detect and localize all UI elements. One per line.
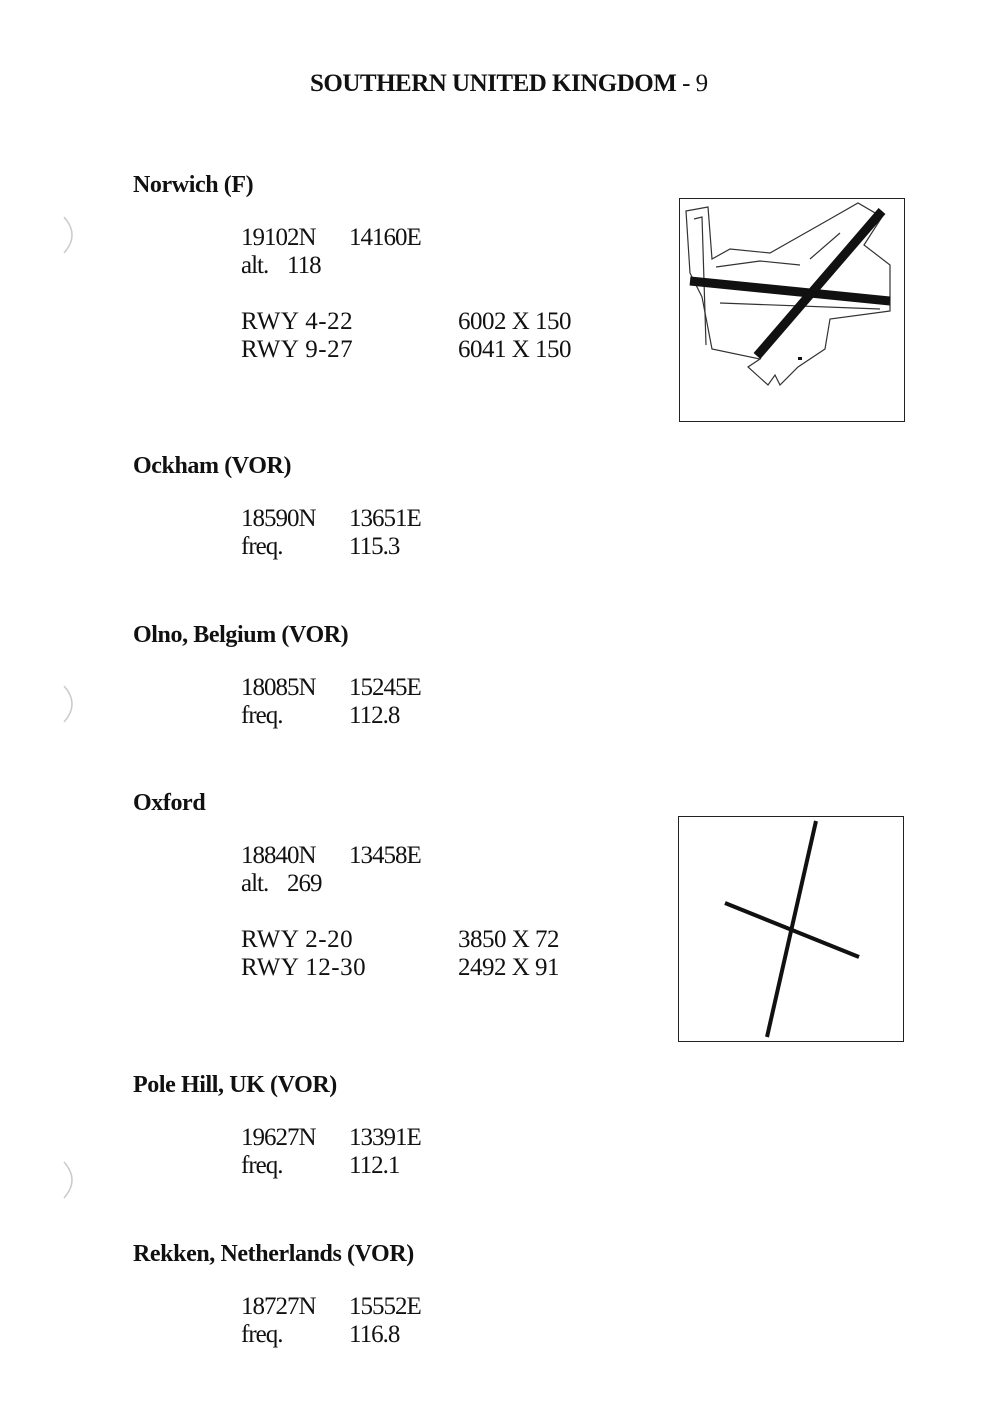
entry-title: Rekken, Netherlands (VOR) — [133, 1241, 414, 1267]
longitude: 13651E — [349, 505, 421, 532]
entry-title: Oxford — [133, 790, 206, 816]
latitude: 18840N — [241, 842, 316, 869]
entry-oxford — [133, 788, 560, 981]
frequency-label: freq. — [241, 1321, 283, 1348]
frequency-label: freq. — [241, 702, 283, 729]
runway-dimensions: 6041 X 150 — [458, 336, 572, 363]
frequency-value: 112.1 — [349, 1152, 400, 1179]
frequency-value: 115.3 — [349, 533, 400, 560]
entry-title: Olno, Belgium (VOR) — [133, 622, 349, 648]
page-title-separator: - — [682, 70, 690, 97]
entry-norwich — [133, 170, 572, 363]
altitude-label: alt. — [241, 870, 269, 897]
longitude: 15552E — [349, 1293, 421, 1320]
airport-runway-diagram-icon — [679, 817, 903, 1041]
runway-dimensions: 6002 X 150 — [458, 308, 572, 335]
latitude: 19627N — [241, 1124, 316, 1151]
altitude-value: 269 — [287, 870, 322, 897]
altitude-label: alt. — [241, 252, 269, 279]
runway-dimensions: 3850 X 72 — [458, 926, 560, 953]
latitude: 18590N — [241, 505, 316, 532]
frequency-label: freq. — [241, 1152, 283, 1179]
punch-hole-mark — [58, 1160, 88, 1200]
entry-olno — [133, 620, 421, 729]
runway-label: RWY 9-27 — [241, 336, 354, 363]
runway-dimensions: 2492 X 91 — [458, 954, 560, 981]
page-title-text: SOUTHERN UNITED KINGDOM — [310, 70, 677, 97]
punch-hole-mark — [58, 215, 88, 255]
entry-pole-hill — [133, 1070, 421, 1179]
altitude-value: 118 — [287, 252, 321, 279]
entry-title: Ockham (VOR) — [133, 453, 292, 479]
entry-title: Pole Hill, UK (VOR) — [133, 1072, 337, 1098]
runway-label: RWY 2-20 — [241, 926, 354, 953]
frequency-value: 112.8 — [349, 702, 400, 729]
longitude: 13458E — [349, 842, 421, 869]
norwich-runway-diagram — [679, 198, 905, 422]
oxford-runway-diagram — [678, 816, 904, 1042]
frequency-label: freq. — [241, 533, 283, 560]
entry-title: Norwich (F) — [133, 172, 254, 198]
latitude: 18727N — [241, 1293, 316, 1320]
longitude: 14160E — [349, 224, 421, 251]
punch-hole-mark — [58, 684, 88, 724]
frequency-value: 116.8 — [349, 1321, 400, 1348]
entry-rekken — [133, 1239, 421, 1348]
longitude: 13391E — [349, 1124, 421, 1151]
latitude: 19102N — [241, 224, 316, 251]
runway-label: RWY 4-22 — [241, 308, 354, 335]
runway-label: RWY 12-30 — [241, 954, 367, 981]
page-title — [310, 70, 790, 98]
page-number: 9 — [695, 70, 708, 97]
airport-runway-diagram-icon — [680, 199, 904, 421]
latitude: 18085N — [241, 674, 316, 701]
longitude: 15245E — [349, 674, 421, 701]
entry-ockham — [133, 451, 421, 560]
